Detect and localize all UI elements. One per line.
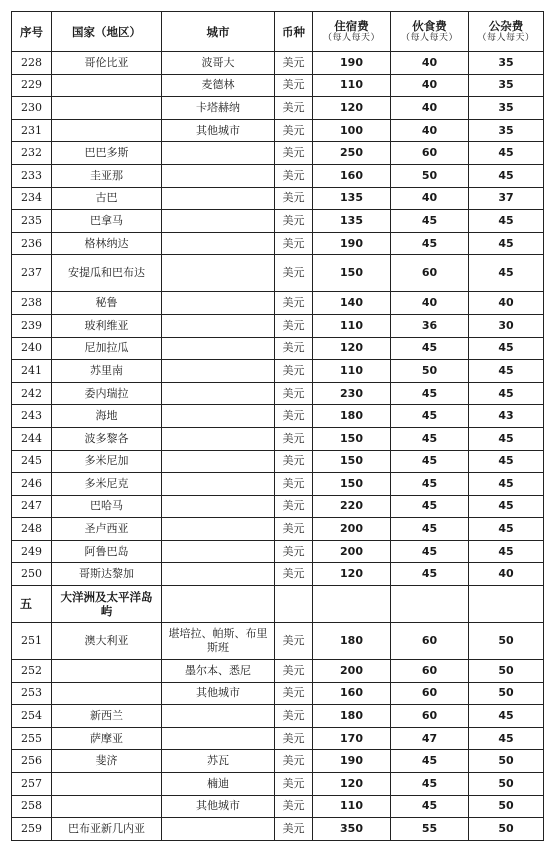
- city-cell: [162, 292, 275, 315]
- misc-cell: 45: [469, 255, 544, 292]
- row-number: 228: [12, 52, 52, 75]
- misc-cell: 50: [469, 750, 544, 773]
- misc-cell: 35: [469, 119, 544, 142]
- table-row: [12, 360, 544, 383]
- misc-cell: 35: [469, 97, 544, 120]
- lodging-cell: 200: [313, 518, 391, 541]
- currency-cell: 美元: [275, 405, 313, 428]
- city-cell: [162, 495, 275, 518]
- table-row: [12, 382, 544, 405]
- currency-cell: 美元: [275, 187, 313, 210]
- currency-cell: 美元: [275, 314, 313, 337]
- table-row: [12, 210, 544, 233]
- country-cell: 秘鲁: [52, 292, 162, 315]
- row-number: 254: [12, 705, 52, 728]
- lodging-cell: 120: [313, 773, 391, 796]
- city-cell: [162, 382, 275, 405]
- currency-cell: 美元: [275, 337, 313, 360]
- city-cell: [162, 405, 275, 428]
- section-empty-cell: [275, 586, 313, 623]
- country-cell: 巴布亚新几内亚: [52, 818, 162, 841]
- lodging-cell: 110: [313, 74, 391, 97]
- misc-cell: 45: [469, 450, 544, 473]
- travel-allowance-table: [11, 11, 544, 841]
- table-row: [12, 405, 544, 428]
- row-number: 238: [12, 292, 52, 315]
- misc-cell: 37: [469, 187, 544, 210]
- food-cell: 60: [391, 660, 469, 683]
- misc-cell: 45: [469, 142, 544, 165]
- row-number: 250: [12, 563, 52, 586]
- country-cell: 巴哈马: [52, 495, 162, 518]
- header-lodging-sub: （每人每天）: [322, 33, 380, 43]
- city-cell: [162, 450, 275, 473]
- food-cell: 60: [391, 255, 469, 292]
- misc-cell: 50: [469, 660, 544, 683]
- section-row: [12, 586, 544, 623]
- country-cell: 海地: [52, 405, 162, 428]
- lodging-cell: 190: [313, 52, 391, 75]
- table-row: [12, 563, 544, 586]
- header-no: 序号: [12, 12, 52, 52]
- lodging-cell: 100: [313, 119, 391, 142]
- lodging-cell: 150: [313, 255, 391, 292]
- row-number: 259: [12, 818, 52, 841]
- food-cell: 40: [391, 74, 469, 97]
- country-cell: 苏里南: [52, 360, 162, 383]
- food-cell: 45: [391, 210, 469, 233]
- food-cell: 45: [391, 427, 469, 450]
- city-cell: [162, 232, 275, 255]
- table-row: [12, 818, 544, 841]
- food-cell: 60: [391, 705, 469, 728]
- lodging-cell: 190: [313, 232, 391, 255]
- header-misc-sub: （每人每天）: [477, 33, 535, 43]
- table-row: [12, 518, 544, 541]
- section-empty-cell: [162, 586, 275, 623]
- currency-cell: 美元: [275, 727, 313, 750]
- header-lodging: [313, 12, 391, 52]
- header-city: 城市: [162, 12, 275, 52]
- row-number: 255: [12, 727, 52, 750]
- country-cell: [52, 97, 162, 120]
- currency-cell: 美元: [275, 473, 313, 496]
- country-cell: 巴巴多斯: [52, 142, 162, 165]
- misc-cell: 45: [469, 727, 544, 750]
- food-cell: 45: [391, 773, 469, 796]
- currency-cell: 美元: [275, 563, 313, 586]
- country-cell: 萨摩亚: [52, 727, 162, 750]
- city-cell: 麦德林: [162, 74, 275, 97]
- currency-cell: 美元: [275, 705, 313, 728]
- currency-cell: 美元: [275, 495, 313, 518]
- city-cell: [162, 563, 275, 586]
- lodging-cell: 200: [313, 540, 391, 563]
- misc-cell: 45: [469, 210, 544, 233]
- city-cell: 波哥大: [162, 52, 275, 75]
- city-cell: [162, 727, 275, 750]
- misc-cell: 45: [469, 540, 544, 563]
- country-cell: 圭亚那: [52, 164, 162, 187]
- table-row: [12, 660, 544, 683]
- table-row: [12, 119, 544, 142]
- country-cell: 哥斯达黎加: [52, 563, 162, 586]
- currency-cell: 美元: [275, 255, 313, 292]
- rate-table-page: [11, 11, 543, 841]
- misc-cell: 45: [469, 164, 544, 187]
- header-misc-label: 公杂费: [488, 19, 524, 33]
- food-cell: 55: [391, 818, 469, 841]
- food-cell: 45: [391, 450, 469, 473]
- table-row: [12, 473, 544, 496]
- city-cell: [162, 473, 275, 496]
- row-number: 248: [12, 518, 52, 541]
- header-currency: 币种: [275, 12, 313, 52]
- misc-cell: 45: [469, 427, 544, 450]
- lodging-cell: 150: [313, 473, 391, 496]
- row-number: 229: [12, 74, 52, 97]
- misc-cell: 45: [469, 518, 544, 541]
- table-row: [12, 727, 544, 750]
- misc-cell: 50: [469, 795, 544, 818]
- lodging-cell: 160: [313, 164, 391, 187]
- lodging-cell: 200: [313, 660, 391, 683]
- lodging-cell: 120: [313, 97, 391, 120]
- row-number: 258: [12, 795, 52, 818]
- section-number: 五: [12, 586, 52, 623]
- lodging-cell: 150: [313, 450, 391, 473]
- food-cell: 40: [391, 52, 469, 75]
- row-number: 253: [12, 682, 52, 705]
- row-number: 251: [12, 623, 52, 660]
- lodging-cell: 150: [313, 427, 391, 450]
- city-cell: 楠迪: [162, 773, 275, 796]
- country-cell: 玻利维亚: [52, 314, 162, 337]
- food-cell: 45: [391, 473, 469, 496]
- city-cell: [162, 360, 275, 383]
- food-cell: 60: [391, 623, 469, 660]
- food-cell: 45: [391, 750, 469, 773]
- row-number: 244: [12, 427, 52, 450]
- country-cell: 新西兰: [52, 705, 162, 728]
- currency-cell: 美元: [275, 750, 313, 773]
- section-empty-cell: [391, 586, 469, 623]
- country-cell: 安提瓜和巴布达: [52, 255, 162, 292]
- row-number: 235: [12, 210, 52, 233]
- misc-cell: 50: [469, 623, 544, 660]
- row-number: 234: [12, 187, 52, 210]
- currency-cell: 美元: [275, 210, 313, 233]
- lodging-cell: 190: [313, 750, 391, 773]
- food-cell: 40: [391, 119, 469, 142]
- currency-cell: 美元: [275, 623, 313, 660]
- row-number: 239: [12, 314, 52, 337]
- food-cell: 50: [391, 164, 469, 187]
- country-cell: 多米尼克: [52, 473, 162, 496]
- table-row: [12, 97, 544, 120]
- currency-cell: 美元: [275, 427, 313, 450]
- row-number: 242: [12, 382, 52, 405]
- country-cell: 委内瑞拉: [52, 382, 162, 405]
- city-cell: 墨尔本、悉尼: [162, 660, 275, 683]
- table-body: [12, 52, 544, 841]
- misc-cell: 45: [469, 473, 544, 496]
- city-cell: [162, 705, 275, 728]
- misc-cell: 45: [469, 382, 544, 405]
- table-row: [12, 623, 544, 660]
- lodging-cell: 110: [313, 795, 391, 818]
- food-cell: 45: [391, 382, 469, 405]
- currency-cell: 美元: [275, 382, 313, 405]
- country-cell: 阿鲁巴岛: [52, 540, 162, 563]
- table-row: [12, 427, 544, 450]
- city-cell: [162, 314, 275, 337]
- misc-cell: 30: [469, 314, 544, 337]
- table-row: [12, 52, 544, 75]
- currency-cell: 美元: [275, 292, 313, 315]
- currency-cell: 美元: [275, 164, 313, 187]
- section-name: 大洋洲及太平洋岛屿: [52, 586, 162, 623]
- city-cell: 其他城市: [162, 795, 275, 818]
- food-cell: 60: [391, 682, 469, 705]
- country-cell: 圣卢西亚: [52, 518, 162, 541]
- food-cell: 40: [391, 292, 469, 315]
- misc-cell: 35: [469, 74, 544, 97]
- table-row: [12, 795, 544, 818]
- table-row: [12, 750, 544, 773]
- lodging-cell: 350: [313, 818, 391, 841]
- food-cell: 45: [391, 232, 469, 255]
- table-row: [12, 682, 544, 705]
- row-number: 237: [12, 255, 52, 292]
- currency-cell: 美元: [275, 818, 313, 841]
- lodging-cell: 220: [313, 495, 391, 518]
- header-lodging-label: 住宿费: [334, 19, 369, 33]
- misc-cell: 45: [469, 360, 544, 383]
- misc-cell: 40: [469, 563, 544, 586]
- header-food-label: 伙食费: [412, 19, 447, 33]
- table-row: [12, 495, 544, 518]
- currency-cell: 美元: [275, 360, 313, 383]
- currency-cell: 美元: [275, 119, 313, 142]
- row-number: 241: [12, 360, 52, 383]
- header-food: [391, 12, 469, 52]
- country-cell: 巴拿马: [52, 210, 162, 233]
- country-cell: 斐济: [52, 750, 162, 773]
- table-row: [12, 292, 544, 315]
- row-number: 257: [12, 773, 52, 796]
- country-cell: 波多黎各: [52, 427, 162, 450]
- city-cell: [162, 427, 275, 450]
- misc-cell: 45: [469, 232, 544, 255]
- food-cell: 47: [391, 727, 469, 750]
- row-number: 236: [12, 232, 52, 255]
- misc-cell: 50: [469, 682, 544, 705]
- lodging-cell: 135: [313, 187, 391, 210]
- country-cell: [52, 119, 162, 142]
- lodging-cell: 180: [313, 623, 391, 660]
- food-cell: 45: [391, 795, 469, 818]
- currency-cell: 美元: [275, 97, 313, 120]
- misc-cell: 35: [469, 52, 544, 75]
- food-cell: 40: [391, 97, 469, 120]
- country-cell: 格林纳达: [52, 232, 162, 255]
- table-row: [12, 232, 544, 255]
- section-empty-cell: [469, 586, 544, 623]
- row-number: 246: [12, 473, 52, 496]
- table-row: [12, 187, 544, 210]
- currency-cell: 美元: [275, 795, 313, 818]
- currency-cell: 美元: [275, 232, 313, 255]
- misc-cell: 50: [469, 818, 544, 841]
- misc-cell: 45: [469, 495, 544, 518]
- table-row: [12, 773, 544, 796]
- row-number: 247: [12, 495, 52, 518]
- currency-cell: 美元: [275, 52, 313, 75]
- lodging-cell: 180: [313, 705, 391, 728]
- food-cell: 45: [391, 518, 469, 541]
- table-row: [12, 142, 544, 165]
- country-cell: 哥伦比亚: [52, 52, 162, 75]
- city-cell: 卡塔赫纳: [162, 97, 275, 120]
- currency-cell: 美元: [275, 540, 313, 563]
- food-cell: 45: [391, 337, 469, 360]
- lodging-cell: 110: [313, 314, 391, 337]
- header-misc: [469, 12, 544, 52]
- country-cell: [52, 660, 162, 683]
- table-row: [12, 74, 544, 97]
- misc-cell: 40: [469, 292, 544, 315]
- currency-cell: 美元: [275, 660, 313, 683]
- lodging-cell: 170: [313, 727, 391, 750]
- table-row: [12, 164, 544, 187]
- lodging-cell: 110: [313, 360, 391, 383]
- misc-cell: 45: [469, 705, 544, 728]
- country-cell: 多米尼加: [52, 450, 162, 473]
- table-row: [12, 314, 544, 337]
- currency-cell: 美元: [275, 74, 313, 97]
- currency-cell: 美元: [275, 682, 313, 705]
- table-row: [12, 255, 544, 292]
- food-cell: 45: [391, 540, 469, 563]
- city-cell: [162, 337, 275, 360]
- city-cell: 其他城市: [162, 119, 275, 142]
- lodging-cell: 135: [313, 210, 391, 233]
- row-number: 243: [12, 405, 52, 428]
- row-number: 232: [12, 142, 52, 165]
- row-number: 249: [12, 540, 52, 563]
- lodging-cell: 250: [313, 142, 391, 165]
- currency-cell: 美元: [275, 518, 313, 541]
- city-cell: [162, 540, 275, 563]
- row-number: 240: [12, 337, 52, 360]
- row-number: 256: [12, 750, 52, 773]
- city-cell: 堪培拉、帕斯、布里斯班: [162, 623, 275, 660]
- food-cell: 50: [391, 360, 469, 383]
- misc-cell: 43: [469, 405, 544, 428]
- food-cell: 45: [391, 495, 469, 518]
- city-cell: 其他城市: [162, 682, 275, 705]
- row-number: 245: [12, 450, 52, 473]
- country-cell: [52, 795, 162, 818]
- city-cell: [162, 818, 275, 841]
- city-cell: [162, 255, 275, 292]
- table-row: [12, 540, 544, 563]
- country-cell: [52, 74, 162, 97]
- lodging-cell: 120: [313, 337, 391, 360]
- city-cell: [162, 210, 275, 233]
- currency-cell: 美元: [275, 773, 313, 796]
- table-row: [12, 450, 544, 473]
- table-row: [12, 705, 544, 728]
- food-cell: 40: [391, 187, 469, 210]
- lodging-cell: 180: [313, 405, 391, 428]
- food-cell: 45: [391, 563, 469, 586]
- table-row: [12, 337, 544, 360]
- country-cell: 尼加拉瓜: [52, 337, 162, 360]
- currency-cell: 美元: [275, 142, 313, 165]
- row-number: 231: [12, 119, 52, 142]
- table-header-row: [12, 12, 544, 52]
- section-empty-cell: [313, 586, 391, 623]
- currency-cell: 美元: [275, 450, 313, 473]
- city-cell: 苏瓦: [162, 750, 275, 773]
- country-cell: [52, 682, 162, 705]
- city-cell: [162, 142, 275, 165]
- misc-cell: 50: [469, 773, 544, 796]
- misc-cell: 45: [469, 337, 544, 360]
- city-cell: [162, 164, 275, 187]
- lodging-cell: 120: [313, 563, 391, 586]
- country-cell: 古巴: [52, 187, 162, 210]
- row-number: 230: [12, 97, 52, 120]
- header-food-sub: （每人每天）: [400, 33, 458, 43]
- city-cell: [162, 518, 275, 541]
- lodging-cell: 230: [313, 382, 391, 405]
- food-cell: 60: [391, 142, 469, 165]
- food-cell: 36: [391, 314, 469, 337]
- header-country: 国家（地区）: [52, 12, 162, 52]
- city-cell: [162, 187, 275, 210]
- food-cell: 45: [391, 405, 469, 428]
- row-number: 252: [12, 660, 52, 683]
- lodging-cell: 160: [313, 682, 391, 705]
- country-cell: [52, 773, 162, 796]
- row-number: 233: [12, 164, 52, 187]
- country-cell: 澳大利亚: [52, 623, 162, 660]
- lodging-cell: 140: [313, 292, 391, 315]
